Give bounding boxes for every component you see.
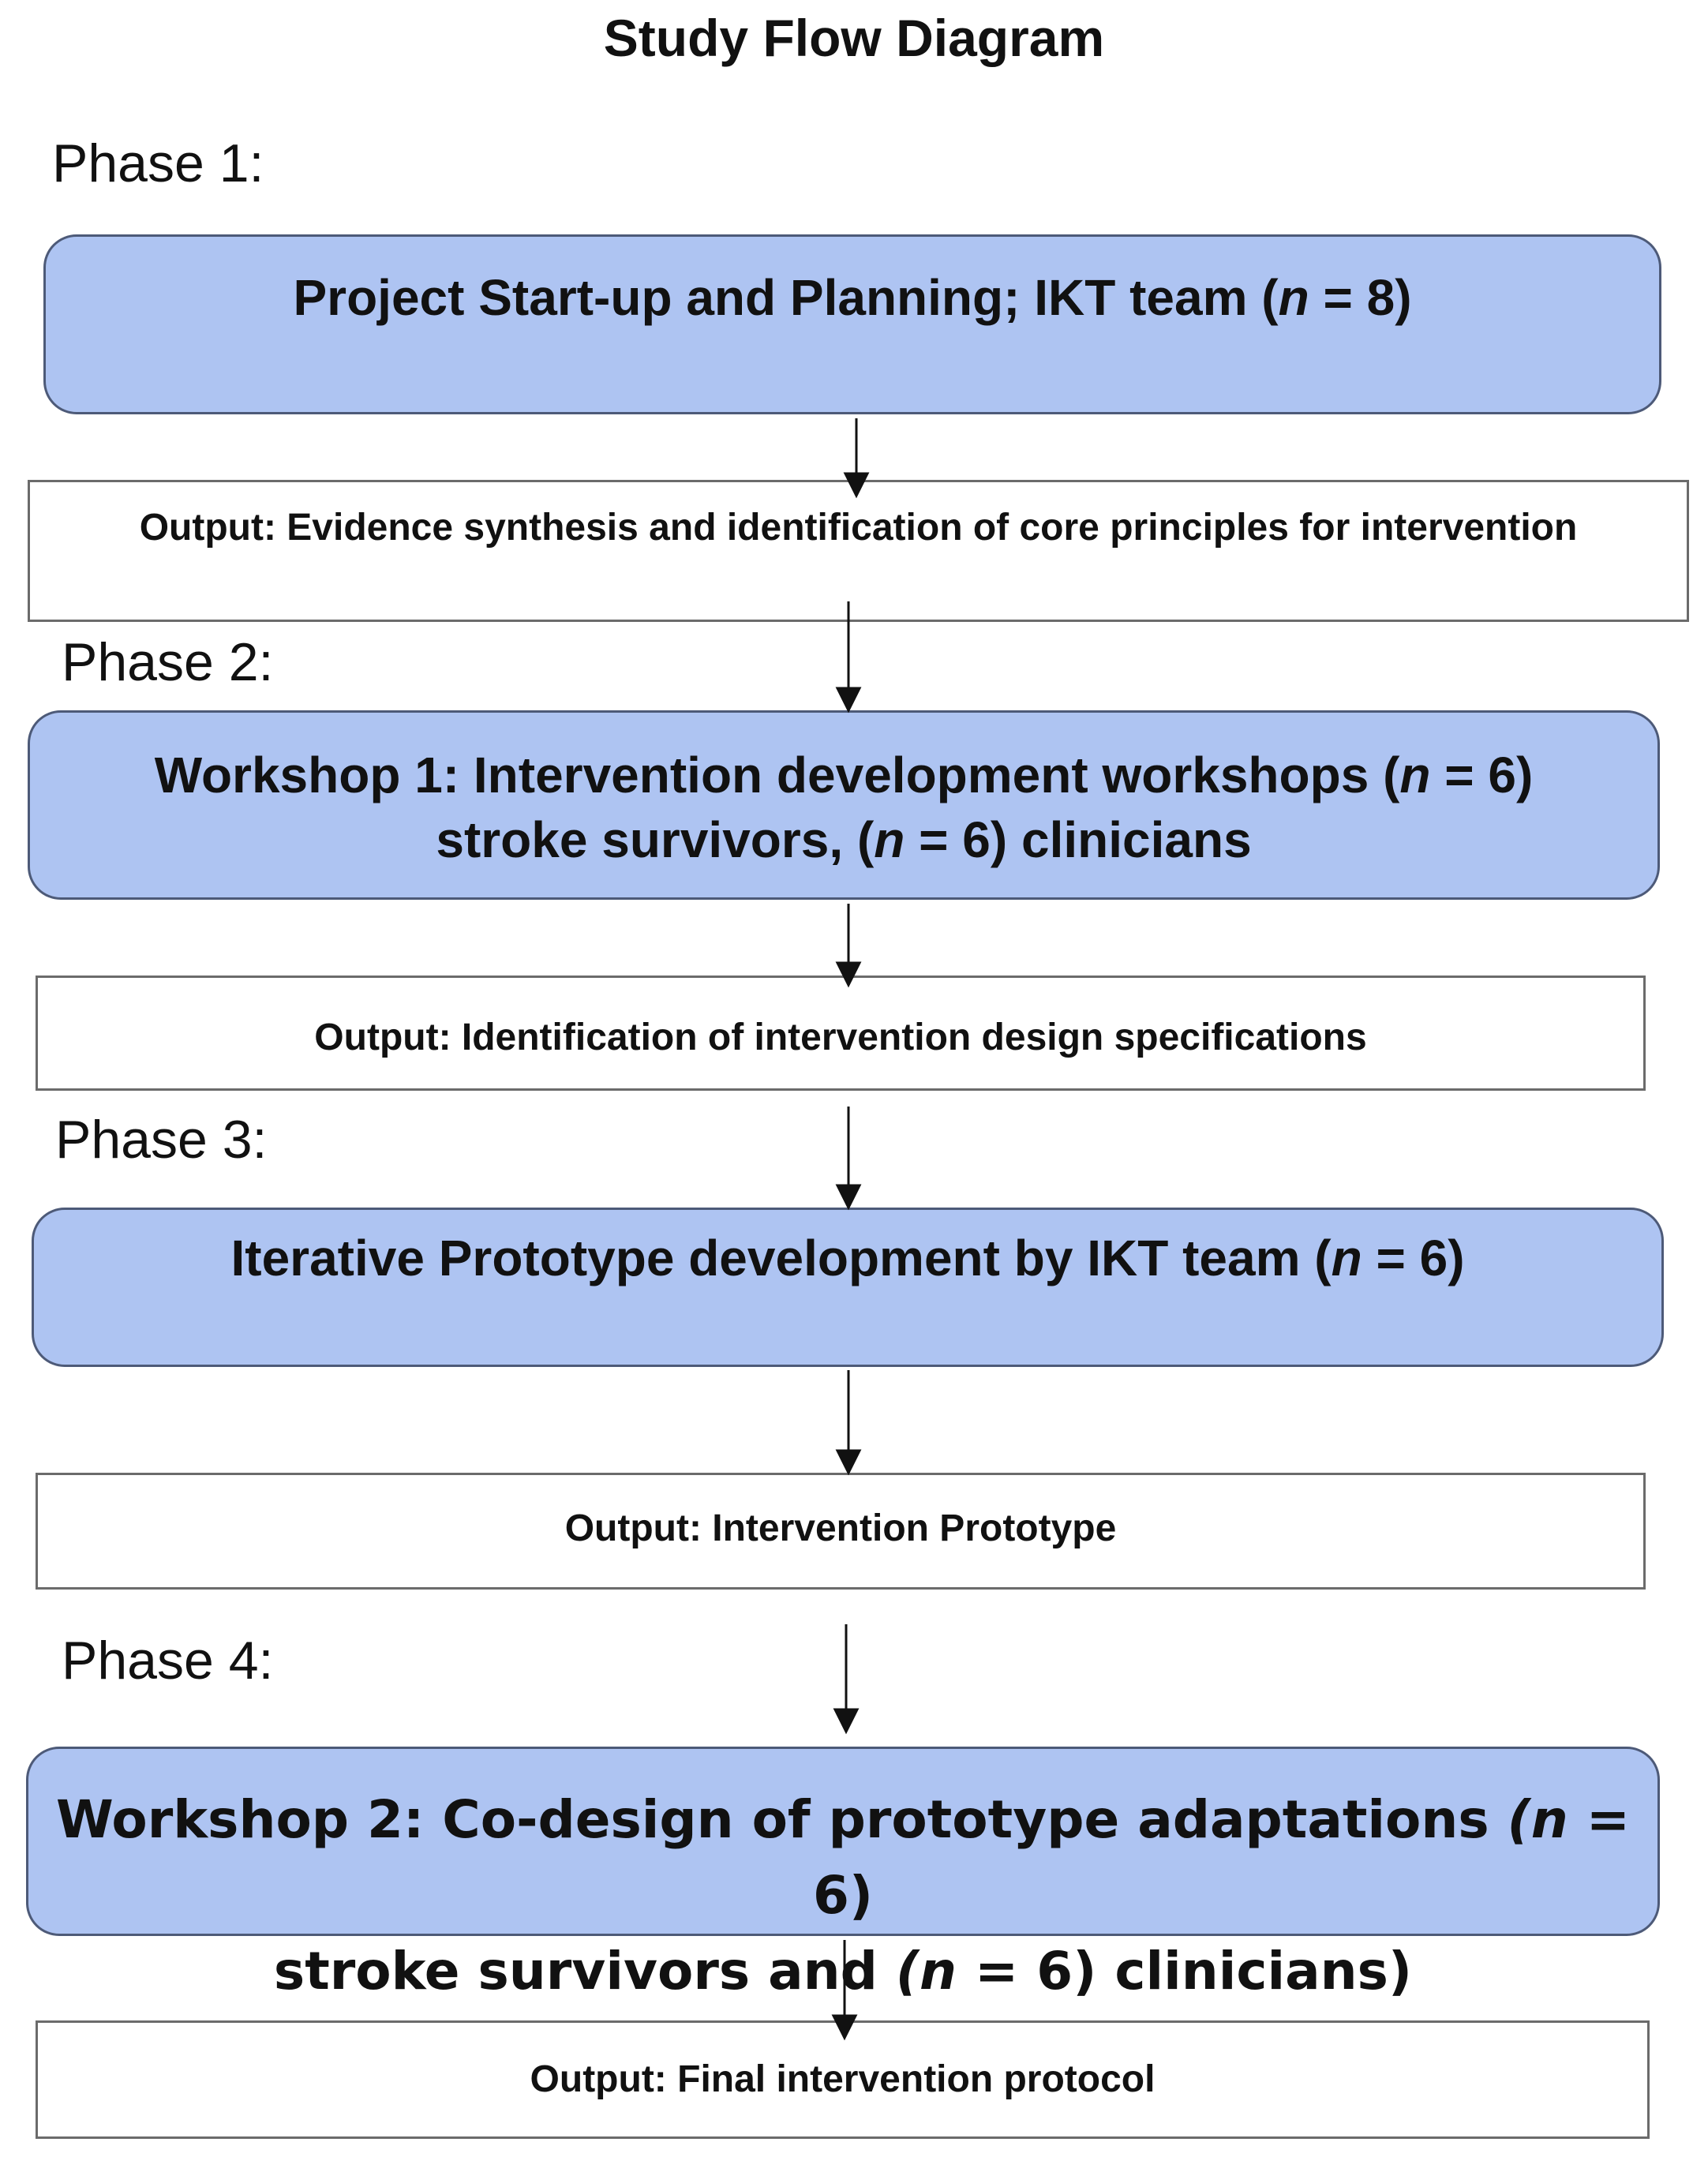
- arrow-phase4-to-output: [833, 1940, 856, 2038]
- phase-1-label: Phase 1:: [52, 133, 264, 193]
- phase-3-box-line-1: Iterative Prototype development by IKT team (n = 6): [230, 1230, 1465, 1286]
- phase-4-label: Phase 4:: [62, 1631, 274, 1691]
- phase-1-box-line-1: Project Start-up and Planning; IKT team (n = 8): [293, 269, 1412, 326]
- arrow-phase3-to-output: [837, 1370, 860, 1473]
- diagram-title: Study Flow Diagram: [603, 9, 1105, 67]
- phase-4-box-line-2: stroke survivors and (n = 6) clinicians): [273, 1941, 1413, 2002]
- phase-2-label: Phase 2:: [62, 632, 274, 692]
- phase-2-output-text: Output: Identification of intervention design specifications: [314, 1017, 1367, 1058]
- phase-4-output-text: Output: Final intervention protocol: [530, 2058, 1156, 2100]
- arrow-phase1-to-output: [845, 418, 867, 496]
- arrow-output1-to-phase2: [837, 601, 860, 710]
- phase-4-box-line-1: Workshop 2: Co-design of prototype adaptations (n = 6): [55, 1789, 1631, 1926]
- phase-3-output-text: Output: Intervention Prototype: [564, 1507, 1117, 1549]
- arrow-output3-to-phase4: [835, 1624, 857, 1732]
- phase-3-label: Phase 3:: [55, 1110, 268, 1170]
- arrow-output2-to-phase3: [837, 1107, 860, 1208]
- phase-2-box-line-2: stroke survivors, (n = 6) clinicians: [436, 811, 1252, 868]
- phase-2-box-line-1: Workshop 1: Intervention development workshops (n = 6): [154, 747, 1534, 803]
- arrow-phase2-to-output: [837, 904, 860, 985]
- phase-1-output-text: Output: Evidence synthesis and identification of core principles for intervention: [139, 507, 1578, 549]
